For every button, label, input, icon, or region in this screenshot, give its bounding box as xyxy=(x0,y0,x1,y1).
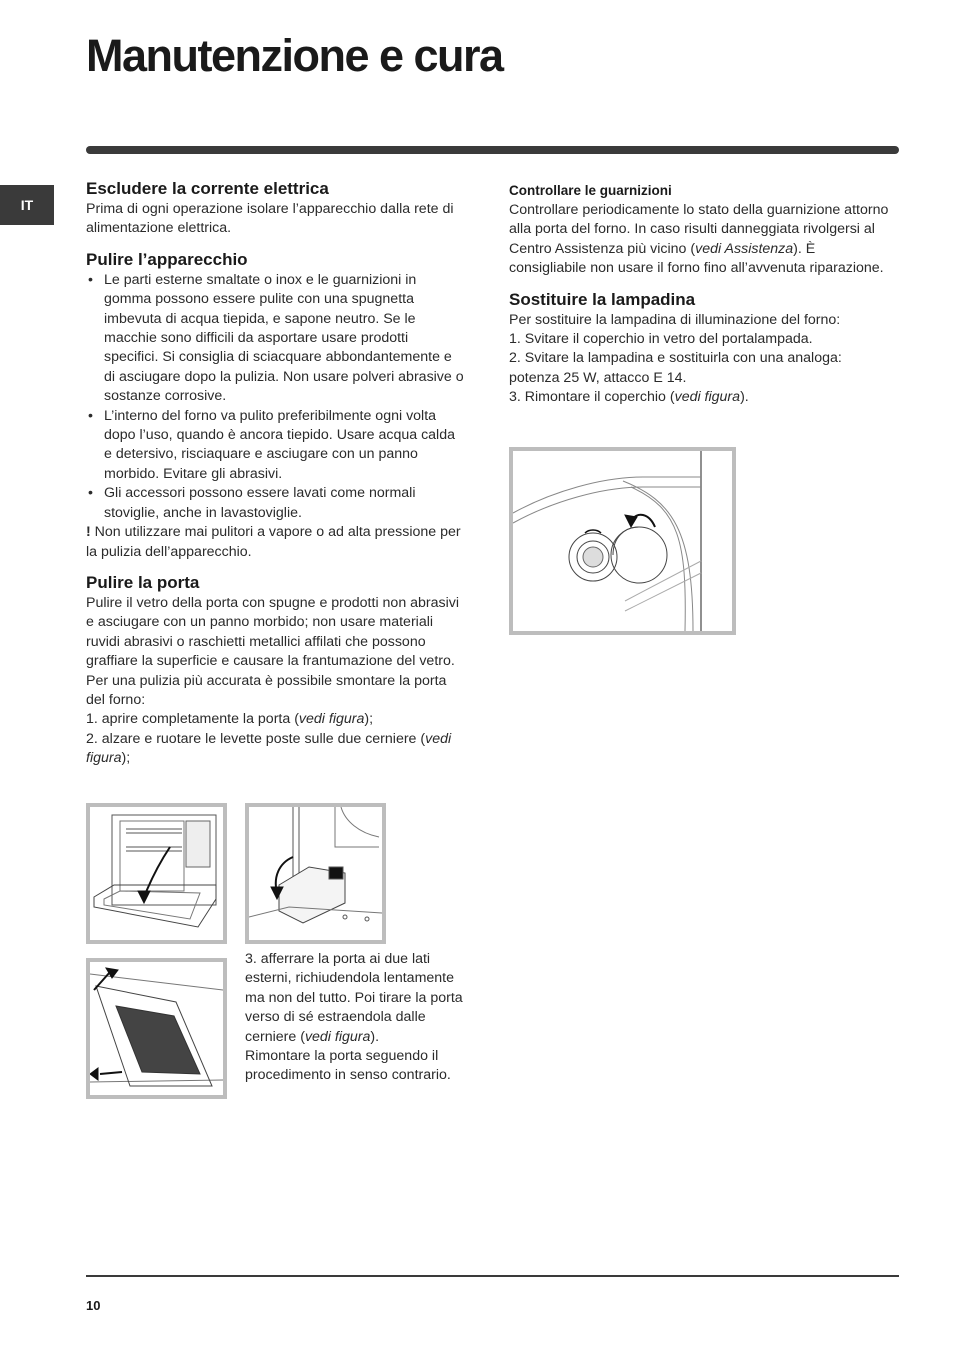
section-bulb xyxy=(509,289,889,408)
section-power xyxy=(86,178,466,239)
section-heading: Pulire l’apparecchio xyxy=(86,249,248,269)
paragraph: Per sostituire la lampadina di illuminazione del forno: xyxy=(509,311,841,328)
list-item: • L’interno del forno va pulito preferibilmente ogni volta dopo l’uso, quando è ancora tiepido. Usare acqua calda e detersivo, risciaquare e asciugare con un panno morbido. Evitare gli abrasivi. xyxy=(86,407,466,485)
section-clean-door xyxy=(86,572,466,769)
warning-note: ! Non utilizzare mai pulitori a vapore o ad alta pressione per la pulizia dell’apparecchio. xyxy=(86,524,461,560)
right-column xyxy=(509,178,889,418)
page-title: Manutenzione e cura xyxy=(86,30,503,81)
step-1: 1. aprire completamente la porta (vedi figura); xyxy=(86,711,374,728)
figure-lamp xyxy=(509,447,736,635)
left-column xyxy=(86,178,466,779)
section-gaskets xyxy=(509,181,889,279)
warning-icon: ! xyxy=(86,524,91,541)
list-item: • Le parti esterne smaltate o inox e le guarnizioni in gomma possono essere pulite con una spugnetta imbevuta di acqua tiepida, e sapone neutro. Se le macchie sono difficili da asportare usare prodotti specifici. Si consiglia di sciacquare abbondantemente e di asciugare dopo la pulizia. Non usare polveri abrasive o sostanze corrosive. xyxy=(86,271,466,407)
section-heading: Sostituire la lampadina xyxy=(509,289,696,309)
bottom-divider xyxy=(86,1275,899,1277)
paragraph: Pulire il vetro della porta con spugne e prodotti non abrasivi e asciugare con un panno morbido; non usare materiali ruvidi abrasivi o raschietti metallici affilati che possono graffiare la superficie e causare la frantumazione del vetro. xyxy=(86,594,460,670)
figure-remove-door xyxy=(86,958,227,1099)
page-number: 10 xyxy=(86,1298,101,1313)
top-divider xyxy=(86,146,899,154)
figure-open-door xyxy=(86,803,227,944)
step-3: 3. Rimontare il coperchio (vedi figura). xyxy=(509,389,749,406)
section-text: Prima di ogni operazione isolare l’apparecchio dalla rete di alimentazione elettrica. xyxy=(86,201,454,237)
door-step-3: 3. afferrare la porta ai due lati esterni, richiudendola lentamente ma non del tutto. Poi tirare la porta verso di sé estraendola dalle cerniere (vedi figura). Rimontare la porta seguendo il procedimento in senso contrario. xyxy=(245,951,463,1084)
section-clean-appliance xyxy=(86,249,466,562)
section-heading: Pulire la porta xyxy=(86,572,200,592)
paragraph: Per una pulizia più accurata è possibile smontare la porta del forno: xyxy=(86,672,447,708)
section-heading: Escludere la corrente elettrica xyxy=(86,179,329,198)
list-item: • Gli accessori possono essere lavati come normali stoviglie, anche in lavastoviglie. xyxy=(86,484,466,523)
bullet-list xyxy=(86,271,466,523)
section-text: Controllare periodicamente lo stato della guarnizione attorno alla porta del forno. In caso risulti danneggiata rivolgersi al Centro Assistenza più vicino (vedi Assistenza). È consigliabile non usare il forno fino all’avvenuta riparazione. xyxy=(509,202,889,277)
language-tab: IT xyxy=(0,185,54,225)
step-2: 2. alzare e ruotare le levette poste sulle due cerniere (vedi figura); xyxy=(86,730,452,767)
figure-hinge-lever xyxy=(245,803,386,944)
step-2: 2. Svitare la lampadina e sostituirla con una analoga: potenza 25 W, attacco E 14. xyxy=(509,350,842,386)
section-heading: Controllare le guarnizioni xyxy=(509,183,672,198)
step-1: 1. Svitare il coperchio in vetro del portalampada. xyxy=(509,331,813,348)
